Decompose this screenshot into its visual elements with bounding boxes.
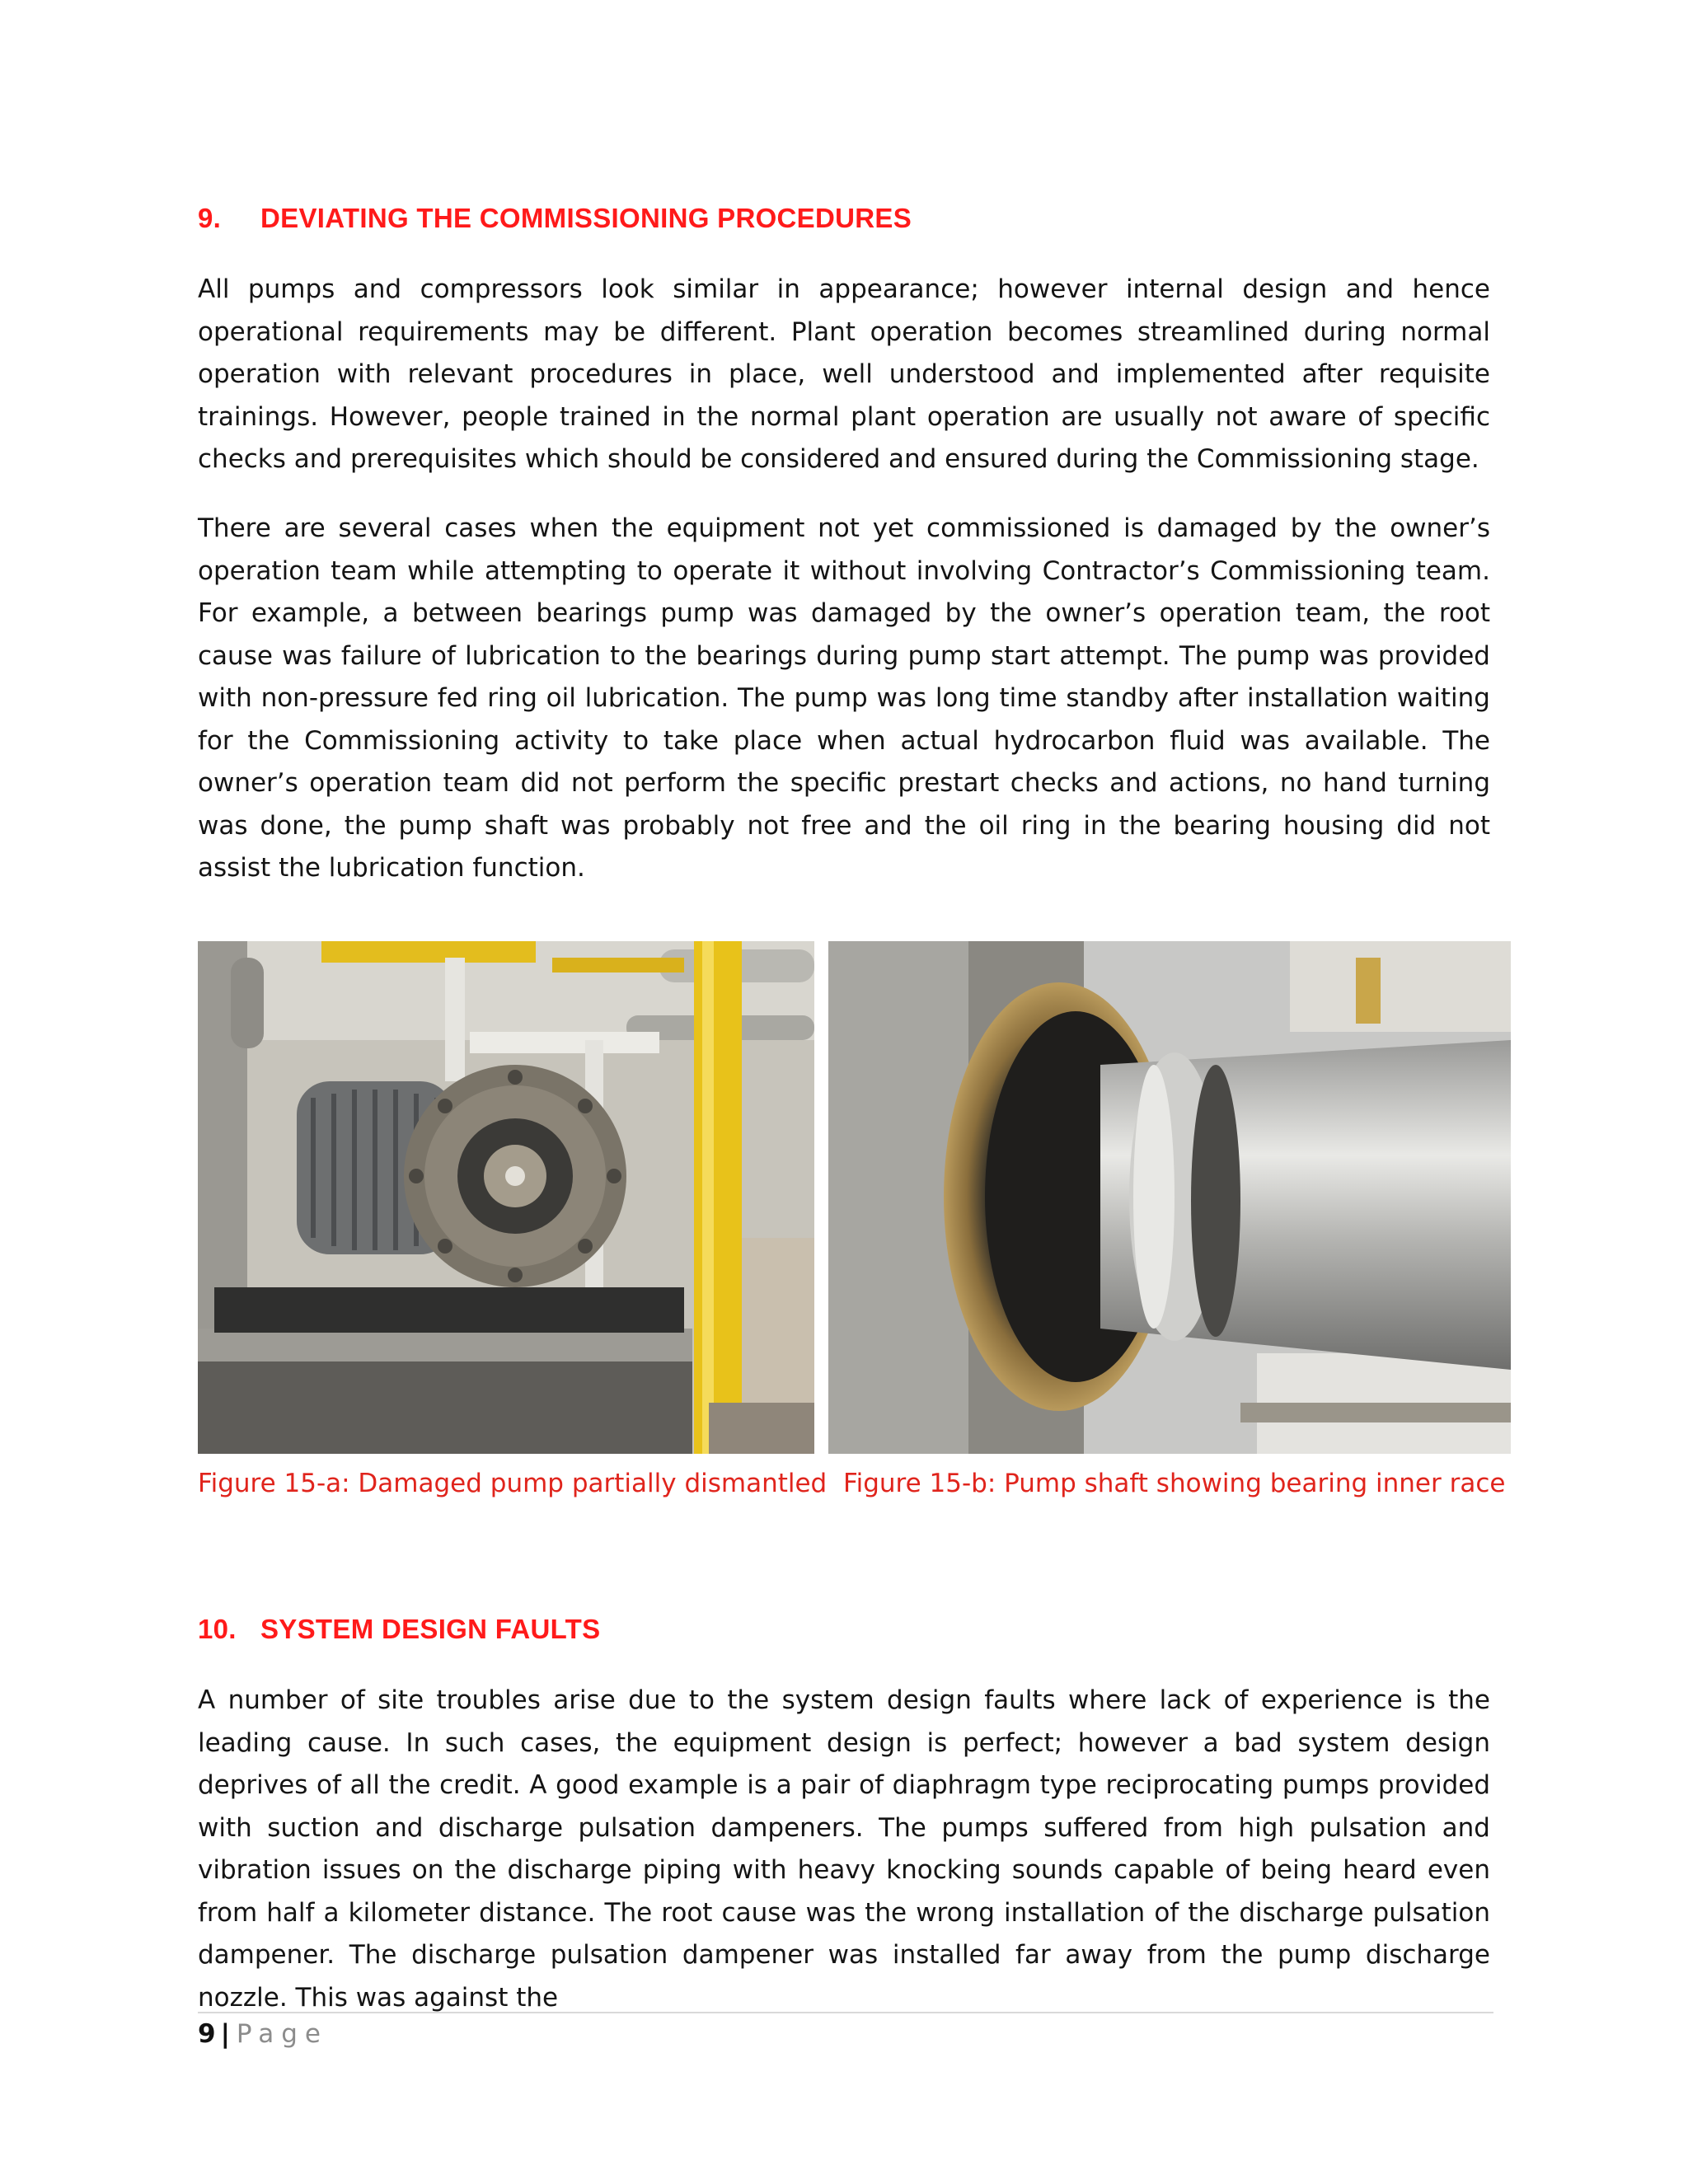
section-9-title: DEVIATING THE COMMISSIONING PROCEDURES <box>260 203 912 233</box>
figure-15b-photo <box>828 941 1511 1454</box>
pump-photo-image <box>198 941 814 1454</box>
figure-15b-caption: Figure 15-b: Pump shaft showing bearing inner race <box>843 1469 1506 1498</box>
page-number: 9 <box>198 2019 216 2049</box>
section-9-paragraph-2: There are several cases when the equipment not yet commissioned is damaged by the owner’s operation team while attempting to operate it without involving Contractor’s Commissioning team. For example, a between bearings pump was damaged by the owner’s operation team, the root cause was failure of lubrication to the bearings during pump start attempt. The pump was provided with non-pressure fed ring oil lubrication. The pump was long time standby after installation waiting for the Commissioning activity to take place when actual hydrocarbon fluid was available. The owner’s operation team did not perform the specific prestart checks and actions, no hand turning was done, the pump shaft was probably not free and the oil ring in the bearing housing did not assist the lubrication function. <box>198 513 1490 883</box>
section-9-heading <box>198 203 1490 234</box>
shaft-photo-image <box>828 941 1511 1454</box>
footer-separator: | <box>220 2019 230 2049</box>
section-9-number: 9. <box>198 203 222 233</box>
page-label: Page <box>236 2019 328 2049</box>
section-10-number: 10. <box>198 1614 237 1644</box>
figure-15a-photo <box>198 941 814 1454</box>
section-10-title: SYSTEM DESIGN FAULTS <box>260 1614 601 1644</box>
footer-divider <box>198 2012 1493 2013</box>
section-10-paragraph-1: A number of site troubles arise due to the system design faults where lack of experience is the leading cause. In such cases, the equipment design is perfect; however a bad system design deprives of all the credit. A good example is a pair of diaphragm type reciprocating pumps provided with suction and discharge pulsation dampeners. The pumps suffered from high pulsation and vibration issues on the discharge piping with heavy knocking sounds capable of being heard even from half a kilometer distance. The root cause was the wrong installation of the discharge pulsation dampener. The discharge pulsation dampener was installed far away from the pump discharge nozzle. This was against the <box>198 1685 1490 2013</box>
section-9-paragraph-1: All pumps and compressors look similar in appearance; however internal design and hence operational requirements may be different. Plant operation becomes streamlined during normal operation with relevant procedures in place, well understood and implemented after requisite trainings. However, people trained in the normal plant operation are usually not aware of specific checks and prerequisites which should be considered and ensured during the Commissioning stage. <box>198 274 1490 474</box>
figure-15a-caption: Figure 15-a: Damaged pump partially dismantled <box>198 1469 828 1498</box>
page-footer <box>198 2019 328 2049</box>
section-10-heading <box>198 1614 1490 1645</box>
